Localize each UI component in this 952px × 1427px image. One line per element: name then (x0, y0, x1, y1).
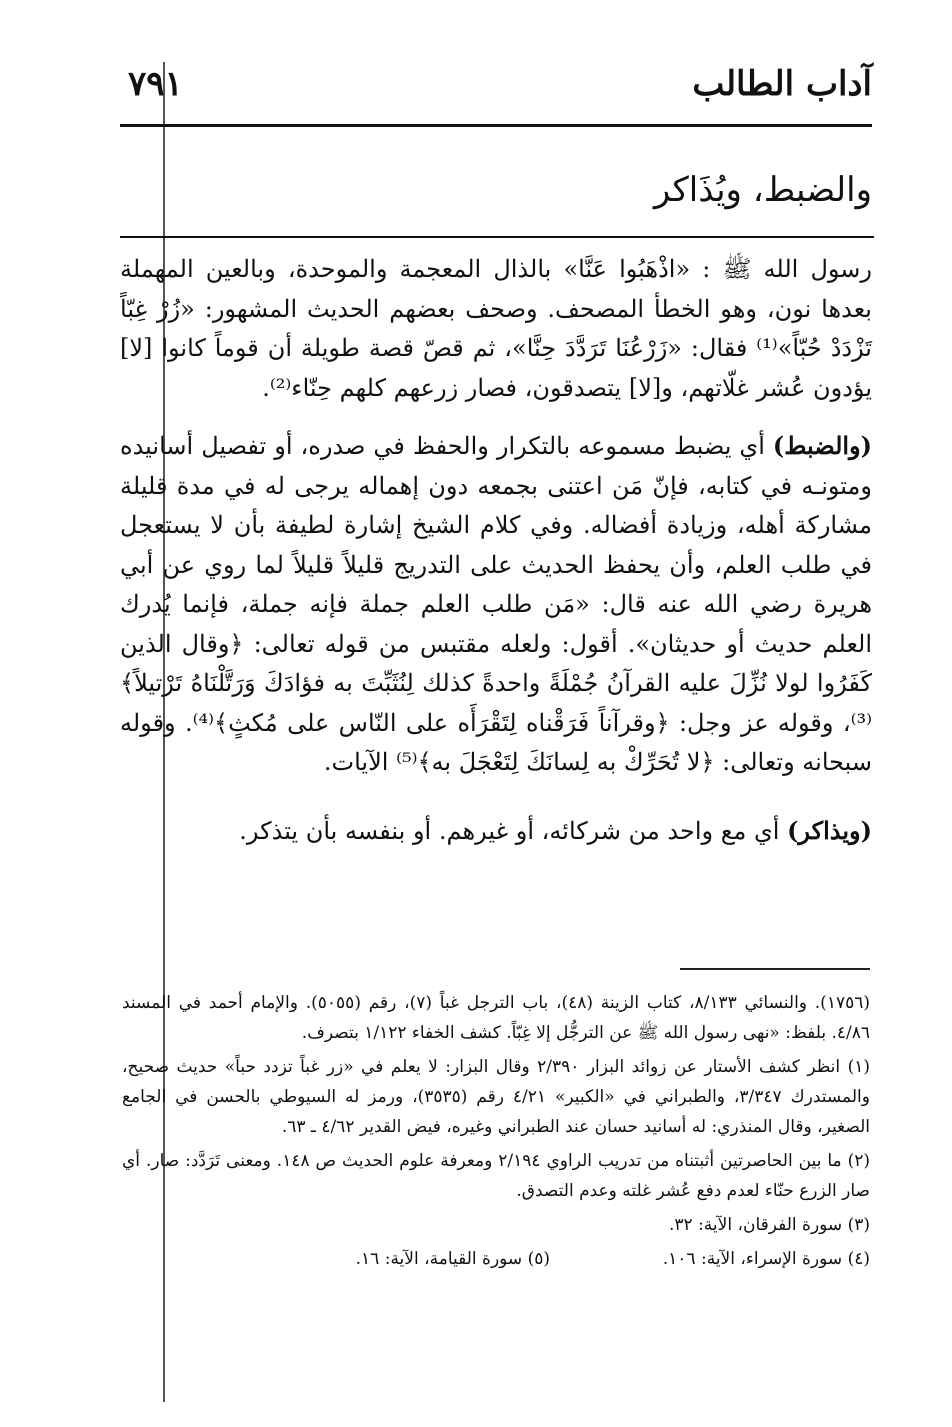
page-header (120, 58, 872, 127)
footnote-4: (٤) سورة الإسراء، الآية: ١٠٦. (662, 1249, 870, 1269)
paragraph-1: رسول الله ﷺ : «اذْهَبُوا عَنَّا» بالذال المعجمة والموحدة، وبالعين المهملة بعدها نون، وهو الخطأ المصحف. وصحف بعضهم الحديث المشهور: «زُرْ غِبّاً تَزْدَدْ حُبّاً»⁽¹⁾ فقال: «زَرْعُنَا تَرَدَّدَ حِنَّا»، ثم قصّ قصة طويلة أن قوماً كانوا [لا] يؤدون عُشر غلّاتهم، و[لا] يتصدقون، فصار زرعهم كلهم حِنّاء⁽²⁾. (120, 255, 872, 402)
footnote-continuation: (١٧٥٦). والنسائي ٨/١٣٣، كتاب الزينة (٤٨)، باب الترجل غباً (٧)، رقم (٥٠٥٥). والإمام أحمد في المسند ٤/٨٦. بلفظ: «نهى رسول الله ﷺ عن الترجُّل إلا غِبّاً. كشف الخفاء ١/١٢٢ بتصرف. (122, 993, 870, 1043)
footnote-2: (٢) ما بين الحاصرتين أثبتناه من تدريب الراوي ٢/١٩٤ ومعرفة علوم الحديث ص ١٤٨. ومعنى تَرَدَّد: صار. أي صار الزرع حنّاء لعدم دفع عُشر غلته وعدم التصدق. (122, 1151, 870, 1201)
footnote-5: (٥) سورة القيامة، الآية: ١٦. (355, 1249, 550, 1269)
footnote-1: (١) انظر كشف الأستار عن زوائد البزار ٢/٣٩٠ وقال البزار: لا يعلم في «زر غباً تزدد حباً» حديث صحيح، والمستدرك ٣/٣٤٧، والطبراني في «الكبير» ٤/٢١ رقم (٣٥٣٥)، ورمز له السيوطي بالحسن في الجامع الصغير، وقال المنذري: له أسانيد حسان عند الطبراني وغيره، فيض القدير ٤/٦٢ ـ ٦٣. (122, 1057, 870, 1137)
matn-text: والضبط، ويُذَاكر (653, 170, 872, 210)
paragraph-3 (120, 811, 872, 852)
book-title: آداب الطالب (692, 64, 872, 104)
matn-separator (120, 236, 874, 238)
page-number: ٧٩١ (128, 64, 183, 104)
keyword-yudhakir: (ويذاكر) (787, 815, 872, 845)
keyword-dabt: (والضبط) (772, 431, 872, 460)
paragraph-2 (120, 426, 872, 783)
paragraph-3-text: أي مع واحد من شركائه، أو غيرهم. أو بنفسه بأن يتذكر. (239, 816, 788, 845)
footnote-separator (680, 968, 870, 970)
footnotes (122, 988, 870, 1274)
footnote-3: (٣) سورة الفرقان، الآية: ٣٢. (669, 1215, 870, 1235)
commentary-body (120, 250, 872, 869)
paragraph-2-text: أي يضبط مسموعه بالتكرار والحفظ في صدره، أو تفصيل أسانيده ومتونـه في كتابه، فإنّ مَن اعتنى بجمعه دون إهماله يرجى له في مدة قليلة مشاركة أهله، وزيادة أفضاله. وفي كلام الشيخ إشارة لطيفة بأن لا يستعجل في طلب العلم، وأن يحفظ الحديث على التدريج قليلاً قليلاً لما روي عن أبي هريرة رضي الله عنه قال: «مَن طلب العلم جملة فإنه جملة، فإنما يُدرك العلم حديث أو حديثان». أقول: ولعله مقتبس من قوله تعالى: ﴿وقال الذين كَفَرُوا لولا نُزِّلَ عليه القرآنُ جُمْلَةً واحدةً كذلك لِنُثَبِّتَ به فؤادَكَ وَرَتَّلْنَاهُ تَرْتيلاً﴾⁽³⁾، وقوله عز وجل: ﴿وقرآناً فَرَقْناه لِتَقْرَأَه على النّاس على مُكثٍ﴾⁽⁴⁾. وقوله سبحانه وتعالى: ﴿لا تُحَرِّكْ به لِسانَكَ لِتَعْجَلَ به﴾⁽⁵⁾ الآيات. (120, 432, 873, 776)
footnote-row-4-5 (122, 1244, 870, 1274)
